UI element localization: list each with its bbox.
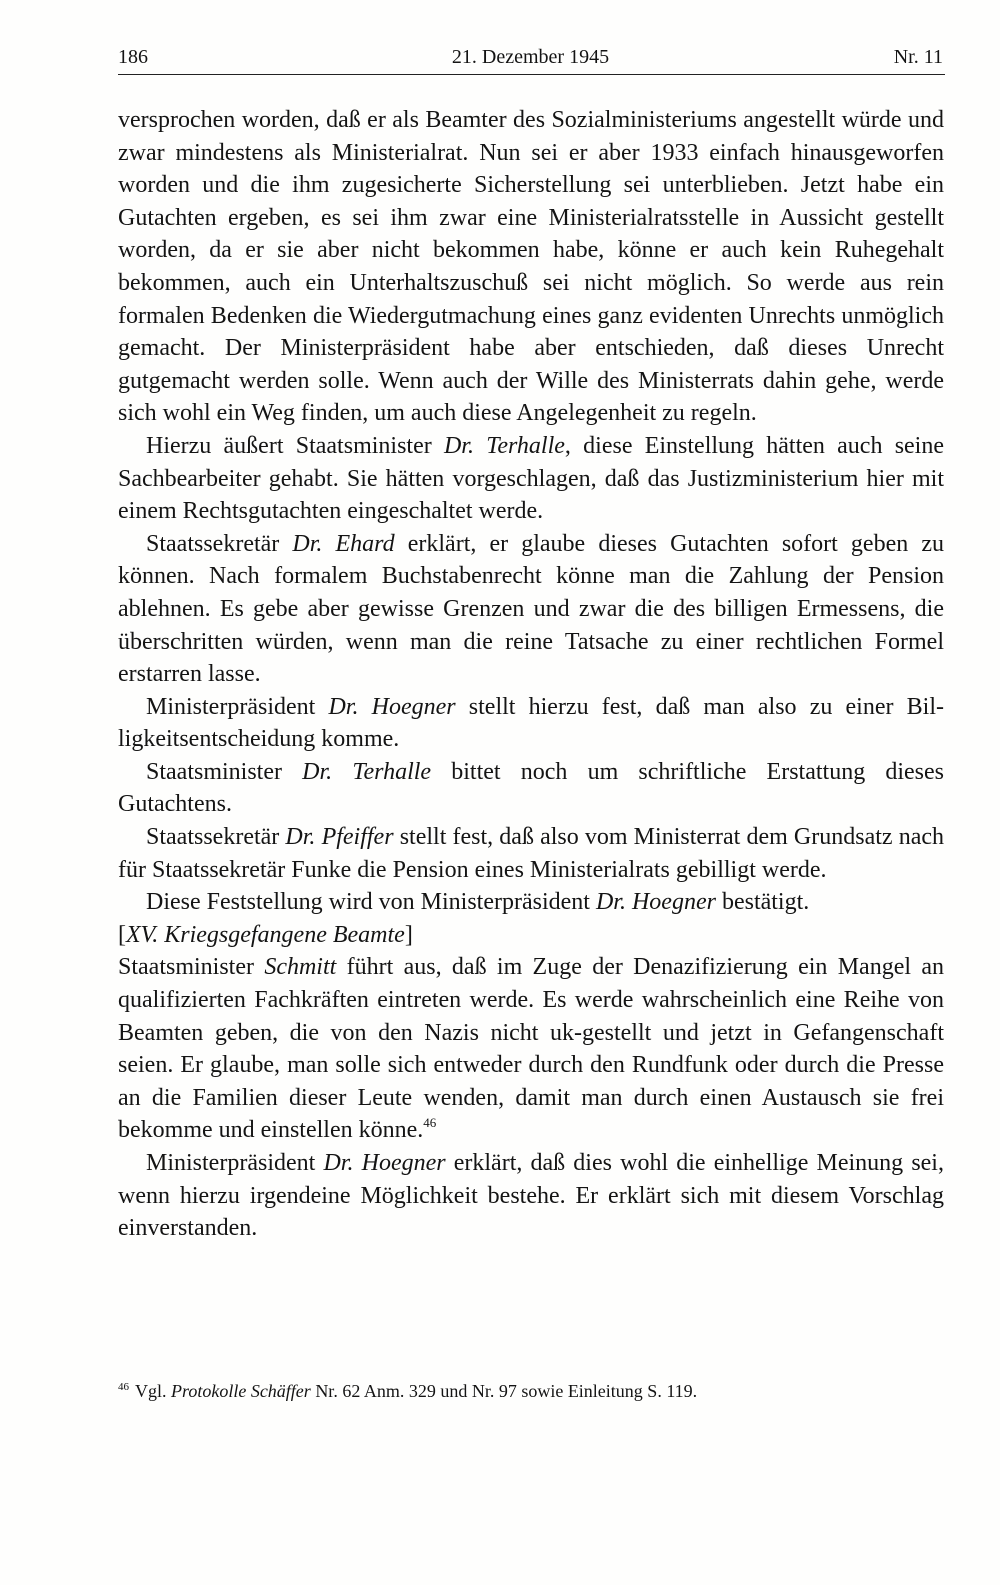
speaker-name: Dr. Hoegner [328, 693, 456, 720]
speaker-name: Dr. Hoegner [595, 889, 716, 916]
footnote-reference[interactable]: 46 [423, 1115, 437, 1131]
section-close-bracket: ] [404, 921, 413, 948]
paragraph-text: bestätigt. [715, 889, 810, 916]
paragraph-text: Staatssekretär [146, 824, 286, 851]
paragraph-text: Ministerpräsident [146, 693, 329, 720]
speaker-name: Dr. Terhalle [443, 432, 565, 459]
paragraph-text: stellt hierzu fest, daß man also zu einer Billigkeitsentscheidung komme. [118, 693, 944, 753]
paragraph-text: Staatsminister [146, 758, 303, 785]
speaker-name: Dr. Ehard [292, 530, 395, 557]
paragraph-terhalle-statement [118, 430, 944, 528]
paragraph-text: Ministerpräsident [146, 1150, 324, 1176]
footnote-text: Nr. 62 Anm. 329 und Nr. 97 sowie Einleitung S. 119. [310, 1381, 698, 1401]
speaker-name: Schmitt [264, 954, 337, 981]
paragraph-text: erklärt, daß dies wohl die einhellige Meinung sei, wenn hierzu irgendeine Möglichkeit bestehe. Er erklärt sich mit diesem Vorschlag einverstanden. [118, 1150, 944, 1242]
section-title: XV. Kriegsgefangene Beamte [126, 921, 405, 948]
paragraph-text: bittet noch um schriftliche Erstattung dieses Gutachtens. [118, 758, 945, 818]
footnote-text: Vgl. [135, 1381, 171, 1401]
header-rule [118, 74, 945, 75]
footnote-source-title: Protokolle Schäffer [171, 1381, 311, 1401]
running-header [118, 42, 943, 72]
paragraph-hoegner-confirmation [118, 886, 944, 919]
speaker-name: Dr. Terhalle [302, 758, 432, 785]
paragraph-text: erklärt, er glaube dieses Gutachten sofort geben zu können. Nach formalem Buchstabenrecht könne man die Zahlung der Pension ablehnen. Es gebe aber gewisse Grenzen und zwar die des billigen Ermessens, die überschritten würden, wenn man die reine Tatsache zu einer rechtlichen Formel erstarren lasse. [118, 530, 944, 688]
paragraph-pfeiffer-finding [118, 821, 944, 886]
paragraph-schmitt-statement [118, 951, 944, 1147]
paragraph-terhalle-request [118, 756, 944, 821]
paragraph-text: Staatssekretär [146, 530, 293, 557]
paragraph-text: , diese Einstellung hätten auch seine Sachbearbeiter gehabt. Sie hätten vorgeschlagen, daß das Justizministerium hier mit einem Rechtsgutachten eingeschaltet werde. [118, 432, 945, 525]
paragraph-text: Hierzu äußert Staatsminister [146, 432, 444, 459]
body-text [118, 104, 944, 1245]
paragraph-text: Diese Feststellung wird von Ministerpräsident [146, 889, 596, 916]
speaker-name: Dr. Pfeiffer [285, 824, 394, 851]
header-document-number: Nr. 11 [893, 46, 943, 68]
paragraph-ehard-statement [118, 528, 944, 691]
footnote-number: 46 [118, 1381, 129, 1393]
paragraph-hoegner-finding [118, 691, 944, 756]
header-date: 21. Dezember 1945 [451, 46, 610, 68]
paragraph-hoegner-agreement [118, 1147, 944, 1245]
footnote [118, 1378, 944, 1404]
paragraph-text: Staatsminister [118, 954, 265, 981]
paragraph-text: stellt fest, daß also vom Ministerrat dem Grundsatz nach für Staatssekretär Funke die Pension eines Ministerialrats gebilligt werde. [118, 824, 945, 883]
section-heading [118, 919, 944, 952]
section-open-bracket: [ [118, 921, 126, 948]
paragraph-text: versprochen worden, daß er als Beamter des Sozialministeriums angestellt würde und zwar mindestens als Ministerialrat. Nun sei er aber 1933 einfach hinausgeworfen worden und die ihm zugesicherte Sicherstellung sei unterblieben. Jetzt habe ein Gutachten ergeben, es sei ihm zwar eine Ministerialratsstelle in Aussicht gestellt worden, da er sie aber nicht bekommen habe, könne er auch kein Ruhegehalt bekommen, auch ein Unterhaltszuschuß sei nicht möglich. So werde aus rein formalen Bedenken die Wiedergutmachung eines ganz evidenten Unrechts unmöglich gemacht. Der Ministerpräsident habe aber entschieden, daß dieses Unrecht gutgemacht werden solle. Wenn auch der Wille des Ministerrats dahin gehe, werde sich wohl ein Weg finden, um auch diese Angelegenheit zu regeln. [118, 107, 944, 427]
paragraph-text: führt aus, daß im Zuge der Denazifizierung ein Mangel an qualifizierten Fachkräften eintreten werde. Es werde wahrscheinlich eine Reihe von Beamten geben, die von den Nazis nicht uk-gestellt und jetzt in Gefangenschaft seien. Er glaube, man solle sich entweder durch den Rundfunk oder durch die Presse an die Familien dieser Leute wenden, damit man durch einen Austausch sie frei bekomme und einstellen könne. [118, 954, 944, 1144]
page-number: 186 [118, 46, 148, 68]
paragraph-continuation [118, 104, 944, 430]
speaker-name: Dr. Hoegner [323, 1150, 446, 1176]
